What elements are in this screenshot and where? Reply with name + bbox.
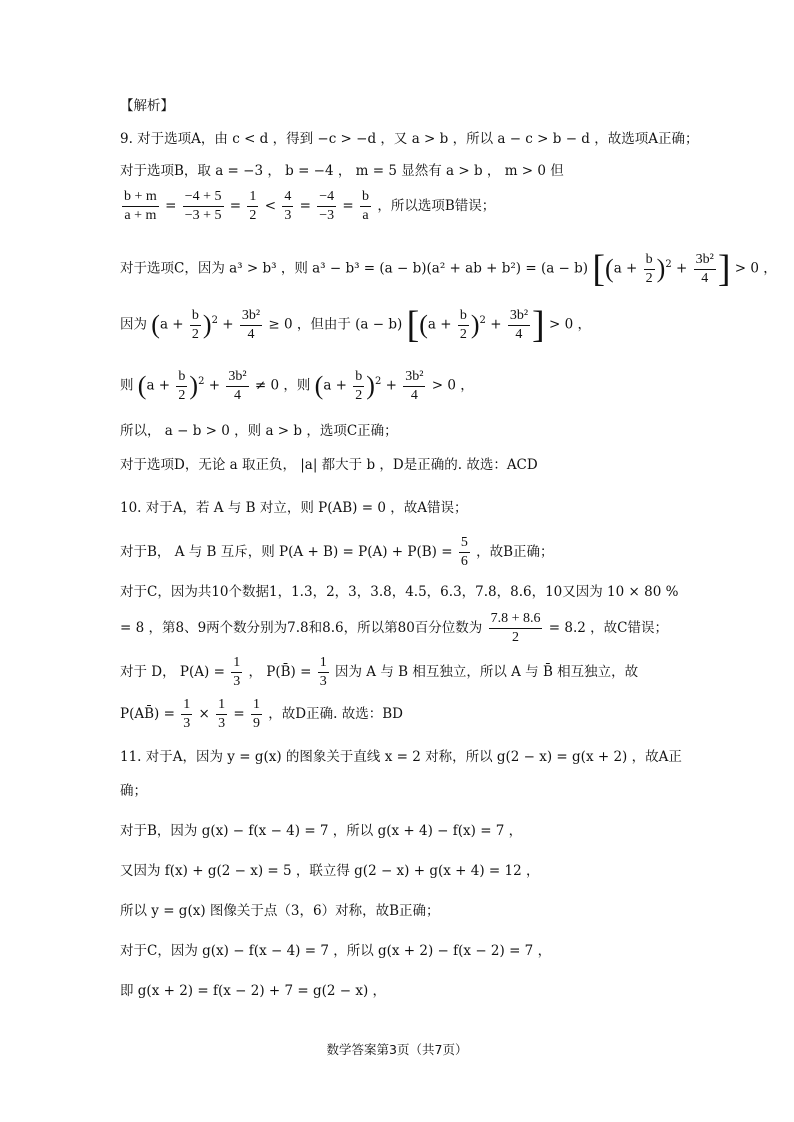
fraction: $\frac{b}{2}$	[459, 307, 467, 342]
fraction: $\frac{\text{3b²}}{4}$	[695, 251, 714, 286]
q9-option-c-line2: 因为 (a + $\frac{b}{2}$ )$^2$ + $\frac{\text{3b²}}{4}$ ≥ 0 ，但由于 (a − b) [(a + $\frac{b}{2}$ )$^2$ + $\frac{\text{3b²}}{4}$ ] > 0 ，	[120, 304, 591, 346]
q9-option-a: 9. 对于选项A，由 c < d ，得到 −c > −d ，又 a > b ，所以 a − c > b − d ，故选项A正确；	[120, 131, 699, 147]
fraction: $\frac{1}{3}$	[183, 697, 191, 731]
section-heading: 【解析】	[120, 98, 174, 114]
fraction: $\frac{b}{2}$	[355, 368, 363, 403]
fraction: $\frac{\text{3b²}}{4}$	[241, 307, 261, 342]
q11-option-c-line2: 即 g(x + 2) = f(x − 2) + 7 = g(2 − x) ，	[120, 983, 387, 999]
q11-option-b-line1: 对于B，因为 g(x) − f(x − 4) = 7 ，所以 g(x + 4) − f(x) = 7 ，	[120, 823, 523, 839]
q11-option-b-line3: 所以 y = g(x) 图像关于点（3，6）对称，故B正确；	[120, 903, 440, 919]
fraction: $\frac{-4}{-3}$	[319, 189, 335, 223]
fraction: $\frac{b}{2}$	[178, 368, 186, 403]
fraction: $\frac{b}{2}$	[191, 307, 199, 342]
fraction: $\frac{1}{2}$	[249, 189, 257, 223]
q11-option-a-line1: 11. 对于A，因为 y = g(x) 的图象关于直线 x = 2 对称，所以 g(2 − x) = g(x + 2) ，故A正	[120, 749, 682, 765]
q10-option-c-line1: 对于C，因为共10个数据1，1.3，2，3，3.8，4.5，6.3，7.8，8.6，10又因为 10 × 80 %	[120, 584, 679, 600]
q10-option-c-line2: = 8 ，第8、9两个数分别为7.8和8.6，所以第80百分位数为 $\frac{7.8 + 8.6}{2}$ = 8.2 ，故C错误；	[120, 611, 668, 645]
q9-option-c-line3: 则 (a + $\frac{b}{2}$ )$^2$ + $\frac{\text{3b²}}{4}$ ≠ 0 ，则 (a + $\frac{b}{2}$ )$^2$ + $\frac{\text{3b²}}{4}$ > 0 ，	[120, 368, 474, 403]
fraction: $\frac{\text{3b²}}{4}$	[228, 368, 247, 403]
q9-option-b-line1: 对于选项B，取 a = −3 ， b = −4 ， m = 5 显然有 a > b ， m > 0 但	[120, 163, 564, 179]
fraction: $\frac{7.8 + 8.6}{2}$	[490, 611, 541, 645]
q9-option-d: 对于选项D，无论 a 取正负， |a| 都大于 b ，D是正确的. 故选：ACD	[120, 457, 538, 473]
q9-option-c-line1: 对于选项C，因为 a³ > b³ ，则 a³ − b³ = (a − b)(a² + ab + b²) = (a − b) [(a + $\frac{b}{2}$ )$^2$ + $\frac{\text{3b²}}{4}$ ] > 0 ，	[120, 248, 777, 290]
fraction: $\frac{\text{3b²}}{4}$	[405, 368, 424, 403]
fraction: $\frac{b}{a}$	[362, 189, 370, 223]
fraction: $\frac{1}{3}$	[233, 655, 241, 689]
q10-option-b: 对于B， A 与 B 互斥，则 P(A + B) = P(A) + P(B) = $\frac{5}{6}$ ，故B正确；	[120, 535, 554, 569]
fraction: $\frac{1}{3}$	[218, 697, 226, 731]
q11-option-b-line2: 又因为 f(x) + g(2 − x) = 5 ，联立得 g(2 − x) + g(x + 4) = 12 ，	[120, 863, 540, 879]
fraction: $\frac{-4 + 5}{-3 + 5}$	[184, 189, 222, 223]
fraction: $\frac{\text{3b²}}{4}$	[509, 307, 529, 342]
q10-option-a: 10. 对于A，若 A 与 B 对立，则 P(AB) = 0 ，故A错误；	[120, 500, 468, 516]
page-footer: 数学答案第3页（共7页）	[326, 1042, 468, 1057]
fraction: $\frac{b}{2}$	[645, 251, 653, 286]
q10-option-d-line2: P(AB̄) = $\frac{1}{3}$ × $\frac{1}{3}$ = $\frac{1}{9}$ ，故D正确. 故选：BD	[120, 697, 403, 731]
fraction: $\frac{b + m}{a + m}$	[124, 189, 157, 223]
fraction: $\frac{1}{9}$	[253, 697, 260, 731]
q11-option-c-line1: 对于C，因为 g(x) − f(x − 4) = 7 ，所以 g(x + 2) − f(x − 2) = 7 ，	[120, 943, 552, 959]
fraction: $\frac{1}{3}$	[319, 655, 327, 689]
q9-option-c-line4: 所以， a − b > 0 ，则 a > b ，选项C正确；	[120, 423, 398, 439]
fraction: $\frac{4}{3}$	[284, 189, 292, 223]
q10-option-d-line1: 对于 D， P(A) = $\frac{1}{3}$ ， P(B̄) = $\frac{1}{3}$ 因为 A 与 B 相互独立，所以 A 与 B̄ 相互独立，故	[120, 655, 639, 689]
fraction: $\frac{5}{6}$	[460, 535, 468, 569]
q11-option-a-line2: 确；	[120, 783, 147, 799]
q9-option-b-line2: $\frac{b + m}{a + m}$ = $\frac{-4 + 5}{-3 + 5}$ = $\frac{1}{2}$ < $\frac{4}{3}$ = $\frac{-4}{-3}$ = $\frac{b}{a}$ ，所以选项B错误；	[124, 189, 496, 223]
